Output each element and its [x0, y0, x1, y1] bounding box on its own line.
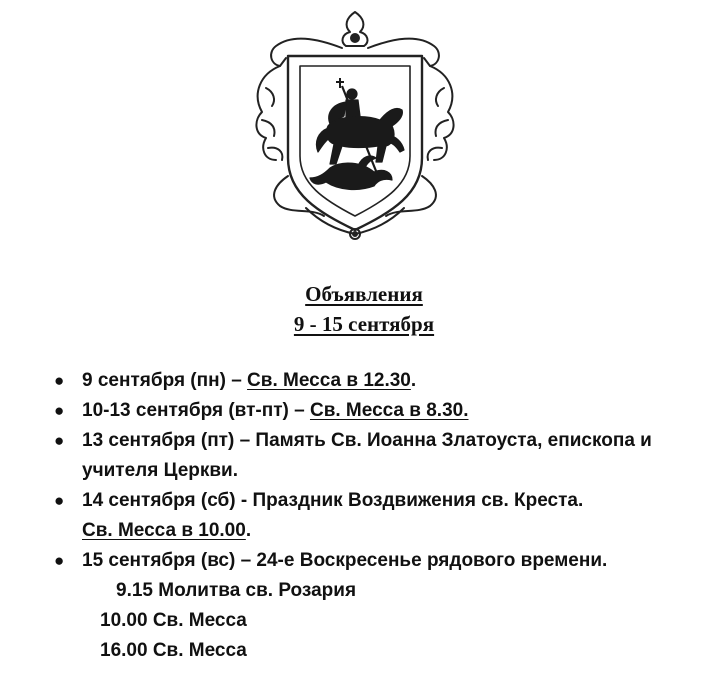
list-item: [52, 366, 722, 396]
bullet-icon: ●: [54, 371, 65, 390]
notice-text: 13 сентября (пт) – Память Св. Иоанна Златоуста, епископа и учителя Церкви.: [82, 430, 652, 481]
list-item: [52, 396, 722, 426]
announcements-dates: [0, 310, 728, 338]
notice-mass-time: Св. Месса в 8.30.: [309, 400, 469, 421]
schedule-rosary: 9.15 Молитва св. Розария: [116, 580, 357, 601]
coat-of-arms-emblem: [246, 8, 464, 246]
list-item: [52, 426, 722, 486]
notice-mass-time: Св. Месса в 12.30: [247, 370, 411, 391]
announcements-title: [0, 280, 728, 308]
notice-text: 14 сентября (сб) - Праздник Воздвижения св. Креста.: [82, 490, 584, 511]
notice-text: 9 сентября (пн) –: [82, 370, 248, 391]
notice-mass-time: Св. Месса в 10.00: [82, 520, 246, 541]
schedule-mass-afternoon: 16.00 Св. Месса: [100, 640, 247, 661]
notice-text: 10-13 сентября (вт-пт) –: [82, 400, 310, 421]
bullet-icon: ●: [54, 401, 65, 420]
announcements-list: [52, 366, 722, 666]
notice-tail: .: [245, 520, 252, 541]
schedule-mass-morning: 10.00 Св. Месса: [100, 610, 247, 631]
bullet-icon: ●: [54, 431, 65, 450]
bullet-icon: ●: [54, 491, 65, 510]
bullet-icon: ●: [54, 551, 65, 570]
notice-text: 15 сентября (вс) – 24-е Воскресенье рядового времени.: [82, 550, 608, 571]
announcements-dates-text: 9 - 15 сентября: [293, 312, 435, 336]
list-item: [52, 546, 722, 666]
list-item: [52, 486, 722, 546]
announcements-title-text: Объявления: [305, 282, 423, 306]
notice-tail: .: [410, 370, 417, 391]
